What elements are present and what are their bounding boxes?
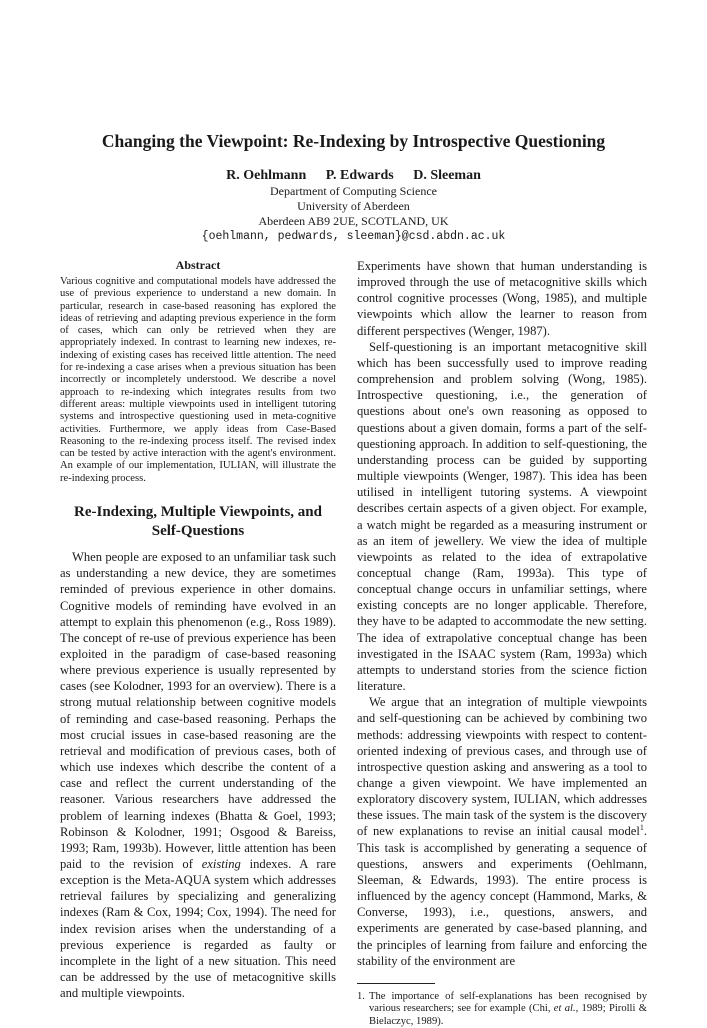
author-name: R. Oehlmann [226, 168, 307, 183]
email-address: {oehlmann, pedwards, sleeman}@csd.abdn.ac.uk [201, 230, 506, 243]
footnote-text: The importance of self-explanations has been recognised by various researchers; see for example (Chi, [369, 990, 647, 1015]
paragraph [60, 549, 336, 1001]
footnote-number: 1. [357, 990, 365, 1002]
author-name: D. Sleeman [413, 168, 481, 183]
footnote-text: , 1989; Pirolli & Bielaczyc, 1989). [369, 1003, 647, 1027]
emphasis-text: existing [201, 857, 241, 872]
department: Department of Computing Science [270, 184, 437, 198]
section-heading: Re-Indexing, Multiple Viewpoints, and Self-Questions [74, 504, 322, 540]
university: University of Aberdeen [297, 199, 410, 213]
footnote [357, 991, 647, 1028]
footnote-reference: 1 [639, 823, 644, 833]
address: Aberdeen AB9 2UE, SCOTLAND, UK [258, 214, 449, 228]
paragraph [357, 694, 647, 969]
abstract-heading: Abstract [175, 258, 221, 272]
author-name: P. Edwards [325, 168, 394, 183]
paragraph-text: indexes. A rare exception is the Meta-AQUA system which addresses retrieval failures by specializing and generalizing indexes (Ram & Cox, 1994; Cox, 1994). The need for index revision arises when the understanding of a previous experience is regarded as faulty or incomplete in the light of a new situation. This need can be addressed by the use of metacognitive skills and multiple viewpoints. [60, 857, 336, 1001]
footnote-divider [357, 983, 435, 984]
paper-header [0, 0, 707, 244]
paper-title: Changing the Viewpoint: Re-Indexing by Introspective Questioning [101, 131, 606, 151]
two-column-body [0, 258, 707, 1028]
paragraph: Self-questioning is an important metacognitive skill which has been successfully used to improve reading comprehension and problem solving (Wong, 1985). Introspective questioning, i.e., the generation of questions about one's own reasoning as opposed to questions about a given domain, forms a part of the self-questioning approach. In addition to self-questioning, the understanding process can be guided by supporting multiple viewpoints (Wenger, 1987). This idea has been utilised in intelligent tutoring systems. A viewpoint describes certain aspects of a given object. For example, a watch might be regarded as a measuring instrument or as an item of jewellery. We view the idea of multiple viewpoints as related to the idea of extrapolative conceptual change (Ram, 1993a). This type of conceptual change occurs in unfamiliar settings, where existing concepts are no longer applicable. Therefore, they have to be adapted to accommodate the new setting. The idea of extrapolative conceptual change has been investigated in the ISAAC system (Ram, 1993a) which attempts to understand stories from the science fiction literature. [357, 339, 647, 694]
right-column [357, 258, 647, 1028]
paragraph-text: We argue that an integration of multiple viewpoints and self-questioning can be achieved by combining two methods: addressing viewpoints with respect to content-oriented indexing of previous cases, and through use of introspective question asking and answering as a tool to change a given viewpoint. We have implemented an exploratory discovery system, IULIAN, which addresses these issues. The main task of the system is the discovery of new explanations to revise an initial causal model [357, 695, 647, 839]
abstract-text: Various cognitive and computational models have addressed the use of previous experience to understand a new domain. In particular, research in case-based reasoning has explored the ideas of retrieving and adapting previous experience in the form of cases, which can only be retrieved when they are appropriately indexed. In contrast to learning new indexes, re-indexing of existing cases has received little attention. The need for re-indexing a case arises when a previous situation has been incorrectly or incompletely understood. We describe a novel approach to re-indexing which integrates results from two different areas: multiple viewpoints used in intelligent tutoring systems and introspective questioning used in meta-cognitive activities. Furthermore, we apply ideas from Case-Based Reasoning to the re-indexing process itself. The revised index can be tested by active interaction with the agent's environment. An example of our implementation, IULIAN, will illustrate the re-indexing process. [60, 276, 336, 484]
left-column [60, 258, 336, 1001]
paragraph-text: When people are exposed to an unfamiliar task such as understanding a new device, they are sometimes reminded of previous experience in other domains. Cognitive models of reminding have evolved in an attempt to explain this phenomenon (e.g., Ross 1989). The concept of re-use of previous experience has been exploited in the paradigm of case-based reasoning where previous experience is usually represented by cases (see Kolodner, 1993 for an overview). There is a strong mutual relationship between cognitive models of reminding and case-based reasoning. Perhaps the most crucial issues in case-based reasoning are the retrieval and modification of previous cases, both of which use indexes which describe the content of a case and reflect the current understanding of the reasoner. Various researchers have addressed the problem of learning indexes (Bhatta & Goel, 1993; Robinson & Kolodner, 1991; Osgood & Bareiss, 1993; Ram, 1993b). However, little attention has been paid to the revision of [60, 550, 336, 872]
author-list [0, 167, 707, 184]
paragraph-text: . This task is accomplished by generating a sequence of questions, answers and experiments (Oehlmann, Sleeman, & Edwards, 1993). The entire process is influenced by the agency concept (Hammond, Marks, & Converse, 1993), i.e., questions, answers, and experiments are generated by case-based planning, and the principles of learning from failure and enforcing the stability of the environment are [357, 824, 647, 968]
section-body [60, 549, 336, 1001]
emphasis-text: et al. [553, 1003, 576, 1015]
paragraph: Experiments have shown that human understanding is improved through the use of metacognitive skills which control cognitive processes (Wong, 1985), and multiple viewpoints which allow the learner to reason from different perspectives (Wenger, 1987). [357, 259, 647, 338]
